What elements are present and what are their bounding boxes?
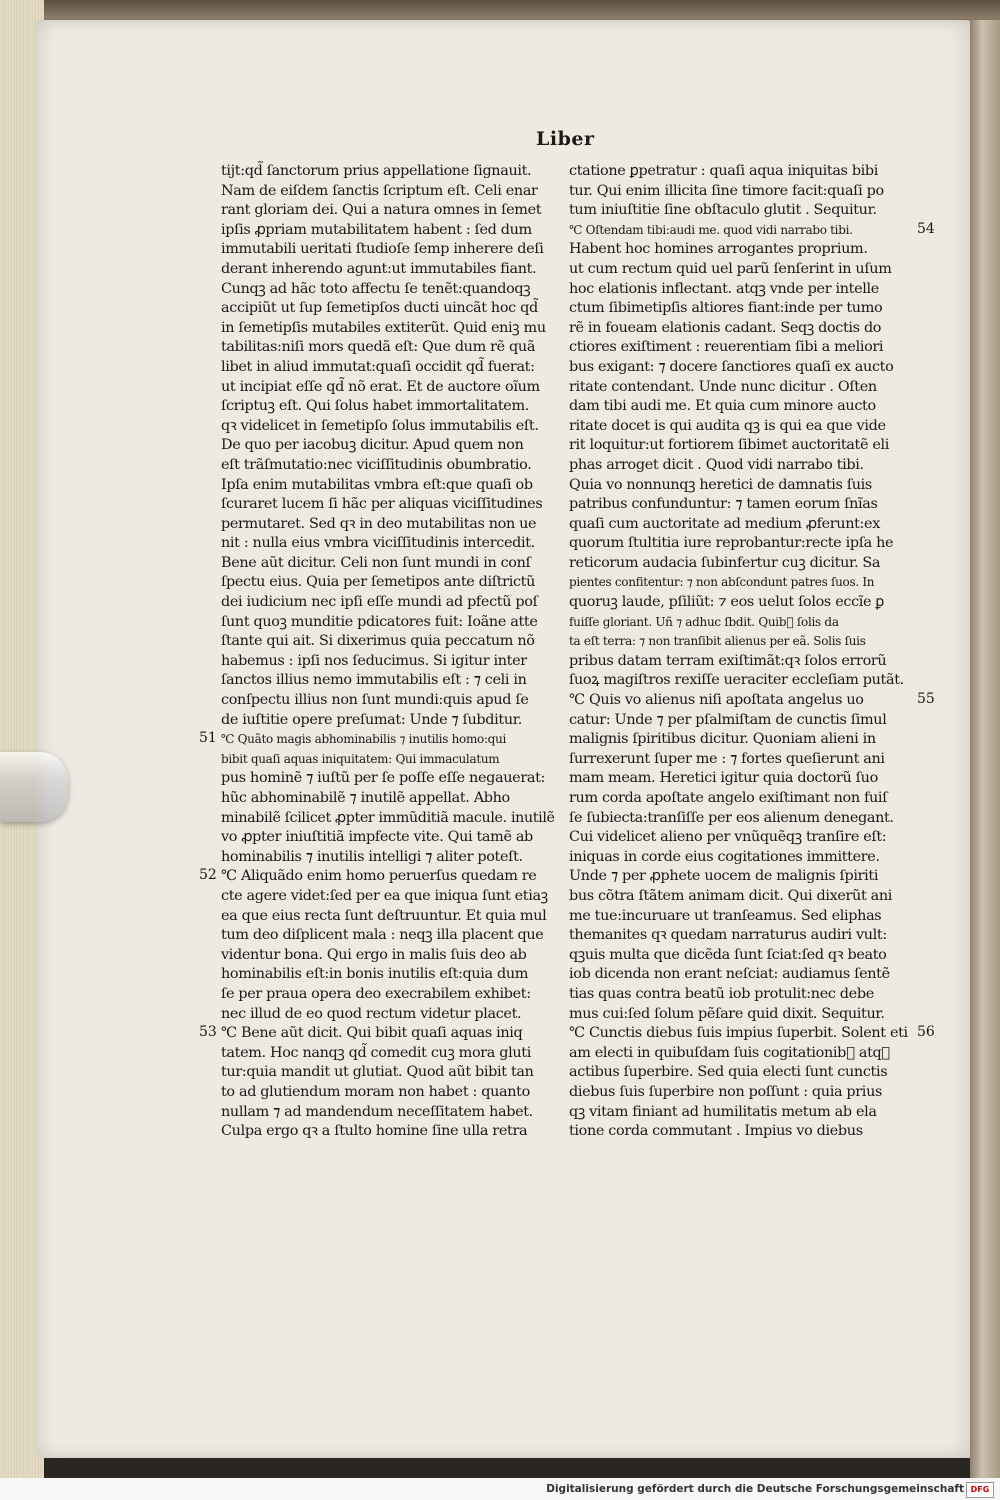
line-text: am electi in quibuſdam ſuis cogitationib᷒ atqꝫ <box>569 1044 890 1061</box>
text-line <box>221 1103 555 1123</box>
text-line <box>569 358 915 378</box>
line-text: derant inherendo agunt:ut immutabiles fiant. <box>221 260 537 277</box>
text-line <box>221 162 555 182</box>
line-text: dei iudicium nec ipſi eſſe mundi ad pfectũ poſ <box>221 594 538 611</box>
text-line <box>569 554 915 574</box>
line-text: hoc elationis inflectant. atqꝫ vnde per intelle <box>569 280 879 297</box>
text-line <box>569 476 915 496</box>
line-text: ea que eius recta ſunt deſtruuntur. Et quia mul <box>221 907 547 924</box>
text-line <box>569 652 915 672</box>
text-line <box>569 573 915 593</box>
line-text: malignis ſpiritibus dicitur. Quoniam alieni in <box>569 731 876 748</box>
footer-bar <box>0 1478 1000 1500</box>
line-text: actibus ſuperbire. Sed quia electi ſunt cunctis <box>569 1064 888 1081</box>
text-line <box>569 711 915 731</box>
text-line <box>569 162 915 182</box>
text-line <box>199 867 555 887</box>
text-line <box>569 456 915 476</box>
text-line <box>569 671 915 691</box>
line-text: ipſis ꝓpriam mutabilitatem habent : ſed dum <box>221 221 532 238</box>
text-line <box>569 1063 915 1083</box>
line-text: phas arroget dicit . Quod vidi narrabo tibi. <box>569 456 864 473</box>
text-line <box>569 220 935 241</box>
line-text: bus cõtra ſtãtem animam dicit. Qui dixerũt ani <box>569 887 893 904</box>
text-line <box>221 515 555 535</box>
line-text: tur. Qui enim illicita ſine timore facit:quaſi po <box>569 182 884 199</box>
text-line <box>221 907 555 927</box>
text-line <box>221 926 555 946</box>
line-text: ſe per praua opera deo execrabilem exhibet: <box>221 985 531 1002</box>
section-number: 55 <box>917 691 935 708</box>
text-line <box>569 750 915 770</box>
line-text: tatem. Hoc nanqꝫ qd̃ comedit cuꝫ mora gluti <box>221 1044 531 1061</box>
text-line <box>199 730 555 750</box>
text-line <box>221 652 555 672</box>
line-text: quoruꝫ laude, pſiliũt: ⁊ eos uelut ſolos eccĩe ꝑ <box>569 594 884 611</box>
line-text: libet in aliud immutat:quaſi occidit qd̃ fuerat: <box>221 358 535 375</box>
line-text: ſpectu eius. Quia per ſemetipos ante diſtrictũ <box>221 574 536 591</box>
line-text: de iuſtitie opere preſumat: Unde ⁊ ſubditur. <box>221 711 522 728</box>
text-line <box>221 613 555 633</box>
text-line <box>221 378 555 398</box>
line-text: pus hominẽ ⁊ iuſtũ per ſe poſſe eſſe negauerat: <box>221 770 546 787</box>
text-line <box>221 828 555 848</box>
text-line <box>221 965 555 985</box>
line-text: ſurrexerunt ſuper me : ⁊ fortes queſierunt ani <box>569 750 885 767</box>
text-line <box>569 730 915 750</box>
line-text: permutaret. Sed qꝛ in deo mutabilitas non ue <box>221 515 537 532</box>
line-text: nec illud de eo quod rectum videtur placet. <box>221 1005 522 1022</box>
text-line <box>569 887 915 907</box>
line-text: ut incipiat eſſe qd̃ nõ erat. Et de auctore oĩum <box>221 378 540 395</box>
page-clip <box>0 752 68 822</box>
line-text: eſt trãſmutatio:nec viciſſitudinis obumbratio. <box>221 456 532 473</box>
section-number: 52 <box>199 867 217 884</box>
text-line <box>221 887 555 907</box>
text-line <box>569 691 935 711</box>
text-line <box>221 711 555 731</box>
line-text: tias quas contra beatũ iob protulit:nec debe <box>569 985 874 1002</box>
line-text: Quia vo nonnunqꝫ heretici de damnatis ſuis <box>569 476 872 493</box>
line-text: Nam de eiſdem ſanctis ſcriptum eſt. Celi enar <box>221 182 538 199</box>
line-text: ſuoꝝ magiſtros rexiſſe ueraciter eccleſiam putãt. <box>569 672 904 689</box>
line-text: cte agere videt:ſed per ea que iniqua ſunt etiaꝫ <box>221 887 548 904</box>
text-line <box>569 965 915 985</box>
text-line <box>569 260 915 280</box>
text-line <box>221 848 555 868</box>
text-line <box>221 476 555 496</box>
line-text: ſcriptuꝫ eſt. Qui ſolus habet immortalitatem. <box>221 398 529 415</box>
text-line <box>569 848 915 868</box>
text-line <box>221 280 555 300</box>
text-line <box>221 201 555 221</box>
running-head: Liber <box>536 128 595 150</box>
text-line <box>221 691 555 711</box>
text-line <box>569 769 915 789</box>
text-line <box>221 338 555 358</box>
text-line <box>569 280 915 300</box>
text-line <box>221 495 555 515</box>
line-text: De quo per iacobuꝫ dicitur. Apud quem non <box>221 437 524 454</box>
line-text: ℃ Quãto magis abhominabilis ⁊ inutilis homo:qui <box>221 732 507 747</box>
text-line <box>569 593 915 613</box>
line-text: mus cui:ſed ſolum pẽſare quid dixit. Sequitur. <box>569 1005 885 1022</box>
line-text: ℃ Bene aũt dicit. Qui bibit quaſi aquas iniq <box>221 1025 523 1042</box>
text-line <box>221 240 555 260</box>
text-line <box>221 1063 555 1083</box>
line-text: Cunqꝫ ad hãc toto affectu ſe tenẽt:quandoqꝫ <box>221 280 531 297</box>
text-line <box>221 319 555 339</box>
text-line <box>569 946 915 966</box>
line-text: ℃ Aliquãdo enim homo peruerſus quedam re <box>221 868 537 885</box>
text-line <box>569 436 915 456</box>
text-line <box>221 769 555 789</box>
text-line <box>569 240 915 260</box>
line-text: to ad glutiendum moram non habet : quanto <box>221 1083 530 1100</box>
line-text: dam tibi audi me. Et quia cum minore aucto <box>569 398 876 415</box>
line-text: tijt:qd̃ ſanctorum prius appellatione ſignauit. <box>221 163 532 179</box>
line-text: tur:quia mandit ut glutiat. Quod aũt bibit tan <box>221 1064 534 1081</box>
line-text: nullam ⁊ ad mandendum neceſſitatem habet. <box>221 1103 533 1120</box>
text-line <box>221 358 555 378</box>
line-text: qꝛ videlicet in ſemetipſo ſolus immutabilis eſt. <box>221 417 539 434</box>
line-text: catur: Unde ⁊ per pſalmiſtam de cunctis ſimul <box>569 711 887 728</box>
line-text: Bene aũt dicitur. Celi non ſunt mundi in conſ <box>221 554 531 571</box>
funding-credit: Digitalisierung gefördert durch die Deutsche Forschungsgemeinschaft <box>546 1483 964 1495</box>
line-text: rẽ in foueam elationis cadant. Seqꝫ doctis do <box>569 319 882 336</box>
line-text: tum iniuſtitie ſine obſtaculo glutit . Sequitur. <box>569 202 877 219</box>
line-text: Habent hoc homines arrogantes proprium. <box>569 241 868 258</box>
text-line <box>569 632 915 652</box>
text-line <box>569 867 915 887</box>
text-line <box>221 1005 555 1025</box>
text-line <box>221 573 555 593</box>
text-line <box>221 299 555 319</box>
section-number: 56 <box>917 1024 935 1041</box>
text-line <box>569 417 915 437</box>
text-line <box>569 515 915 535</box>
line-text: ritate contendant. Unde nunc dicitur . Oſten <box>569 378 877 395</box>
line-text: iob dicenda non erant neſciat: audiamus ſentẽ <box>569 966 890 983</box>
line-text: habemus : ipſi nos ſeducimus. Si igitur inter <box>221 652 527 669</box>
text-line <box>221 534 555 554</box>
line-text: in ſemetipſis mutabiles extiterũt. Quid eniꝫ mu <box>221 319 546 336</box>
text-line <box>569 182 915 202</box>
text-line <box>221 632 555 652</box>
line-text: vo ꝓpter iniuſtitiã impfecte vite. Qui tamẽ ab <box>221 829 533 846</box>
line-text: bus exigant: ⁊ docere ſanctiores quaſi ex aucto <box>569 358 894 375</box>
line-text: ſcuraret lucem ſi hãc per aliquas viciſſitudines <box>221 496 543 513</box>
line-text: ctum ſibimetipſis altiores fiant:inde per tumo <box>569 300 883 317</box>
line-text: pientes confitentur: ⁊ non abſcondunt patres ſuos. In <box>569 575 875 590</box>
text-line <box>221 182 555 202</box>
line-text: rit loquitur:ut fortiorem ſibimet auctoritatẽ eli <box>569 437 890 454</box>
text-line <box>569 299 915 319</box>
line-text: Culpa ergo qꝛ a ſtulto homine ſine ulla retra <box>221 1123 528 1140</box>
text-line <box>569 319 915 339</box>
text-line <box>221 1122 555 1142</box>
line-text: mam meam. Heretici igitur quia doctorũ ſuo <box>569 770 878 787</box>
text-line <box>569 495 915 515</box>
text-line <box>569 809 915 829</box>
text-line <box>569 201 915 221</box>
text-line <box>221 593 555 613</box>
text-line <box>221 1044 555 1064</box>
text-line <box>569 1024 935 1044</box>
line-text: ut cum rectum quid uel parũ ſenſerint in uſum <box>569 260 892 277</box>
dfg-logo: DFG <box>966 1482 994 1498</box>
text-line <box>221 554 555 574</box>
line-text: hũc abhominabilẽ ⁊ inutilẽ appellat. Abho <box>221 790 510 806</box>
text-line <box>221 750 555 770</box>
left-column <box>199 162 555 1142</box>
text-line <box>569 789 915 809</box>
line-text: hominabilis ⁊ inutilis intelligi ⁊ aliter poteſt. <box>221 848 523 865</box>
line-text: tabilitas:niſi mors quedã eſt: Que dum rẽ quã <box>221 339 536 356</box>
text-line <box>221 456 555 476</box>
line-text: videntur bona. Qui ergo in malis ſuis deo ab <box>221 946 527 963</box>
text-line <box>569 907 915 927</box>
section-number: 51 <box>199 730 217 747</box>
text-line <box>569 926 915 946</box>
text-line <box>221 436 555 456</box>
line-text: quaſi cum auctoritate ad medium ꝓferunt:ex <box>569 515 880 532</box>
line-text: ℃ Oſtendam tibi:audi me. quod vidi narrabo tibi. <box>569 222 853 237</box>
section-number: 54 <box>917 220 935 237</box>
text-line <box>221 1083 555 1103</box>
text-line <box>569 828 915 848</box>
line-text: themanites qꝛ quedam narraturus audiri vult: <box>569 927 887 944</box>
line-text: accipiũt ut ſup ſemetipſos ducti uincãt hoc qd̃ <box>221 300 538 317</box>
line-text: patribus confunduntur: ⁊ tamen eorum ſnĩas <box>569 496 878 513</box>
text-line <box>221 809 555 829</box>
line-text: ctiores exiſtiment : reuerentiam ſibi a meliori <box>569 339 884 356</box>
line-text: bibit quaſi aquas iniquitatem: Qui immaculatum <box>221 751 500 766</box>
text-line <box>221 946 555 966</box>
text-line <box>569 613 915 633</box>
line-text: ℃ Quis vo alienus niſi apoſtata angelus uo <box>569 692 864 709</box>
line-text: nit : nulla eius vmbra viciſſitudinis intercedit. <box>221 535 535 552</box>
line-text: ritate docet is qui audita qꝫ is qui ea que vide <box>569 417 886 434</box>
text-line <box>199 1024 555 1044</box>
line-text: iniquas in corde eius cogitationes immittere. <box>569 848 880 865</box>
line-text: Ipſa enim mutabilitas vmbra eſt:que quaſi ob <box>221 476 533 493</box>
text-line <box>221 221 555 241</box>
text-line <box>569 534 915 554</box>
line-text: minabilẽ ſcilicet ꝓpter immũditiã macule. inutilẽ <box>221 809 555 826</box>
section-number: 53 <box>199 1024 217 1041</box>
text-line <box>569 338 915 358</box>
line-text: diebus ſuis ſuperbire non poſſunt : quia prius <box>569 1083 883 1100</box>
line-text: fuiſſe gloriant. Uñ ⁊ adhuc ſbdit. Quib᷒ ſolis da <box>569 614 839 629</box>
line-text: rum corda apoſtate angelo exiſtimant non fuiſ <box>569 790 888 806</box>
line-text: Unde ⁊ per ꝓphete uocem de malignis ſpiriti <box>569 868 879 885</box>
line-text: tione corda commutant . Impius vo diebus <box>569 1123 863 1140</box>
text-line <box>221 397 555 417</box>
text-line <box>569 397 915 417</box>
line-text: Cui videlicet alieno per vnũquẽqꝫ tranſire eſt: <box>569 829 887 846</box>
line-text: tum deo diſplicent mala : neqꝫ illa placent que <box>221 927 544 944</box>
line-text: quorum ſtultitia iure reprobantur:recte ipſa he <box>569 535 894 552</box>
right-column <box>569 162 935 1142</box>
line-text: ſe ſubiecta:tranſiſſe per eos alienum denegant. <box>569 809 894 826</box>
line-text: qꝫ vitam finiant ad humilitatis metum ab ela <box>569 1103 877 1120</box>
text-line <box>569 1083 915 1103</box>
line-text: ſtante qui ait. Si dixerimus quia peccatum nõ <box>221 633 535 650</box>
text-line <box>569 1044 915 1064</box>
facing-page-edge <box>970 20 1000 1478</box>
line-text: conſpectu illius non ſunt mundi:quis apud ſe <box>221 692 529 709</box>
line-text: ta eſt terra: ⁊ non tranſibit alienus per eã. Solis ſuis <box>569 634 866 649</box>
line-text: immutabili ueritati ſtudioſe ſemp inherere deſi <box>221 241 544 258</box>
line-text: qꝫuis multa que dicẽda ſunt ſciat:ſed qꝛ beato <box>569 946 887 963</box>
line-text: ctatione ꝑpetratur : quaſi aqua iniquitas bibi <box>569 163 879 179</box>
line-text: rant gloriam dei. Qui a natura omnes in ſemet <box>221 202 542 219</box>
text-line <box>221 260 555 280</box>
text-line <box>221 985 555 1005</box>
text-line <box>221 789 555 809</box>
text-line <box>221 671 555 691</box>
text-line <box>569 1122 915 1142</box>
line-text: pribus datam terram exiſtimãt:qꝛ ſolos errorũ <box>569 652 887 669</box>
text-line <box>569 1103 915 1123</box>
line-text: ſunt quoꝫ munditie pdicatores fuit: Ioãne atte <box>221 613 538 630</box>
text-line <box>221 417 555 437</box>
line-text: me tue:incuruare ut tranſeamus. Sed eliphas <box>569 907 882 924</box>
line-text: ſanctos illius nemo immutabilis eſt : ⁊ celi in <box>221 672 527 689</box>
line-text: ℃ Cunctis diebus ſuis impius ſuperbit. Solent eti <box>569 1025 908 1042</box>
text-line <box>569 985 915 1005</box>
text-line <box>569 378 915 398</box>
text-line <box>569 1005 915 1025</box>
line-text: hominabilis eſt:in bonis inutilis eſt:quia dum <box>221 966 529 983</box>
line-text: reticorum audacia ſubinfertur cuꝫ dicitur. Sa <box>569 554 881 571</box>
